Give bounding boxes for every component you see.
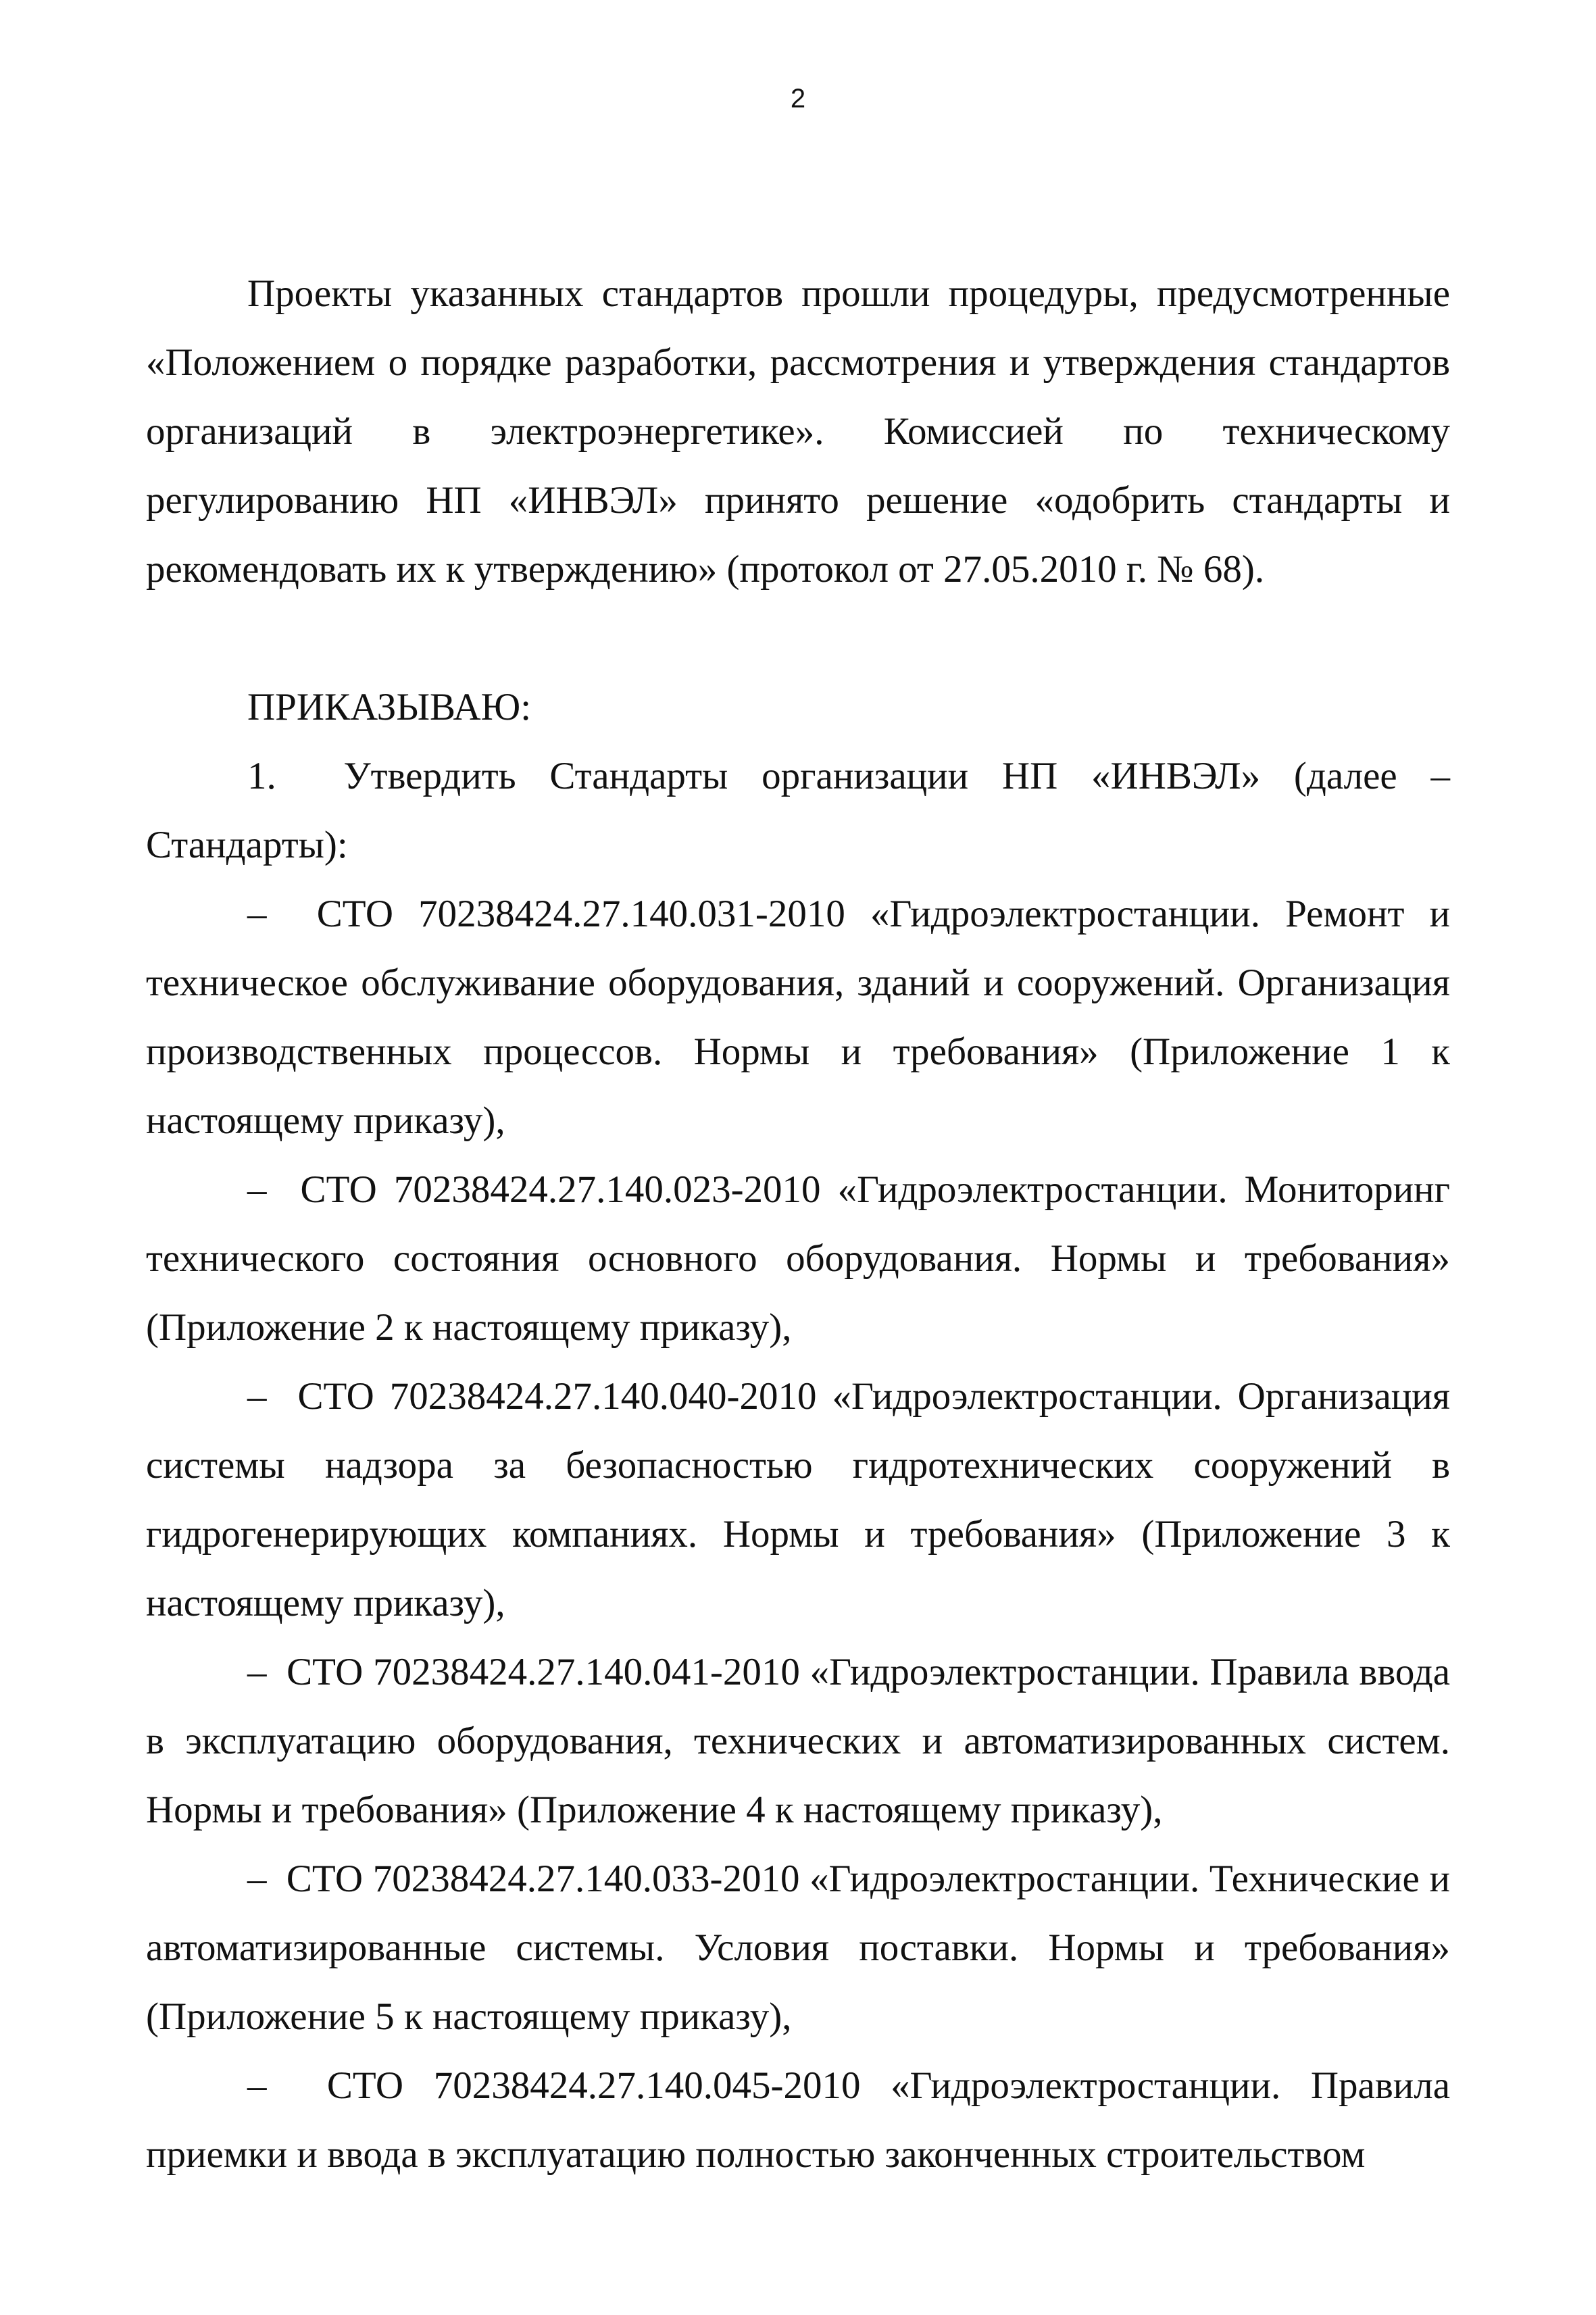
order-item-text: Утвердить Стандарты организации НП «ИНВЭЛ» (далее – Стандарты): [146,755,1450,866]
list-dash: – [247,1375,267,1418]
standard-item-text: СТО 70238424.27.140.041-2010 «Гидроэлектростанции. Правила ввода в эксплуатацию оборудования, технических и автоматизированных систем. Нормы и требования» (Приложение 4 к настоящему приказу), [146,1651,1451,1831]
standard-item-text: СТО 70238424.27.140.031-2010 «Гидроэлектростанции. Ремонт и техническое обслуживание оборудования, зданий и сооружений. Организация производственных процессов. Нормы и требования» (Приложение 1 к настоящему приказу), [146,893,1450,1142]
standard-item [146,1845,1450,2051]
standard-item [146,1638,1450,1845]
list-dash: – [247,1858,267,1900]
intro-paragraph: Проекты указанных стандартов прошли процедуры, предусмотренные «Положением о порядке разработки, рассмотрения и утверждения стандартов организаций в электроэнергетике». Комиссией по техническому регулированию НП «ИНВЭЛ» принято решение «одобрить стандарты и рекомендовать их к утверждению» (протокол от 27.05.2010 г. № 68). [146,272,1450,591]
standard-item-text: СТО 70238424.27.140.045-2010 «Гидроэлектростанции. Правила приемки и ввода в эксплуатацию полностью законченных строительством [146,2064,1451,2176]
order-item-1 [146,742,1450,880]
list-dash: – [247,2064,267,2107]
standard-item-text: СТО 70238424.27.140.033-2010 «Гидроэлектростанции. Технические и автоматизированные системы. Условия поставки. Нормы и требования» (Приложение 5 к настоящему приказу), [146,1858,1450,2038]
paragraph-gap [146,604,1450,673]
list-dash: – [247,1168,267,1211]
standard-item-text: СТО 70238424.27.140.023-2010 «Гидроэлектростанции. Мониторинг технического состояния основного оборудования. Нормы и требования» (Приложение 2 к настоящему приказу), [146,1168,1450,1349]
standard-item [146,2051,1450,2189]
standard-item [146,1362,1450,1638]
standard-item-text: СТО 70238424.27.140.040-2010 «Гидроэлектростанции. Организация системы надзора за безопасностью гидротехнических сооружений в гидрогенерирующих компаниях. Нормы и требования» (Приложение 3 к настоящему приказу), [146,1375,1451,1624]
list-dash: – [247,893,267,935]
document-body [146,259,1450,2189]
list-dash: – [247,1651,267,1693]
order-item-number: 1. [247,755,276,797]
standard-item [146,1155,1450,1362]
standard-item [146,880,1450,1155]
order-heading: ПРИКАЗЫВАЮ: [247,686,532,728]
page-number: 2 [790,84,806,114]
